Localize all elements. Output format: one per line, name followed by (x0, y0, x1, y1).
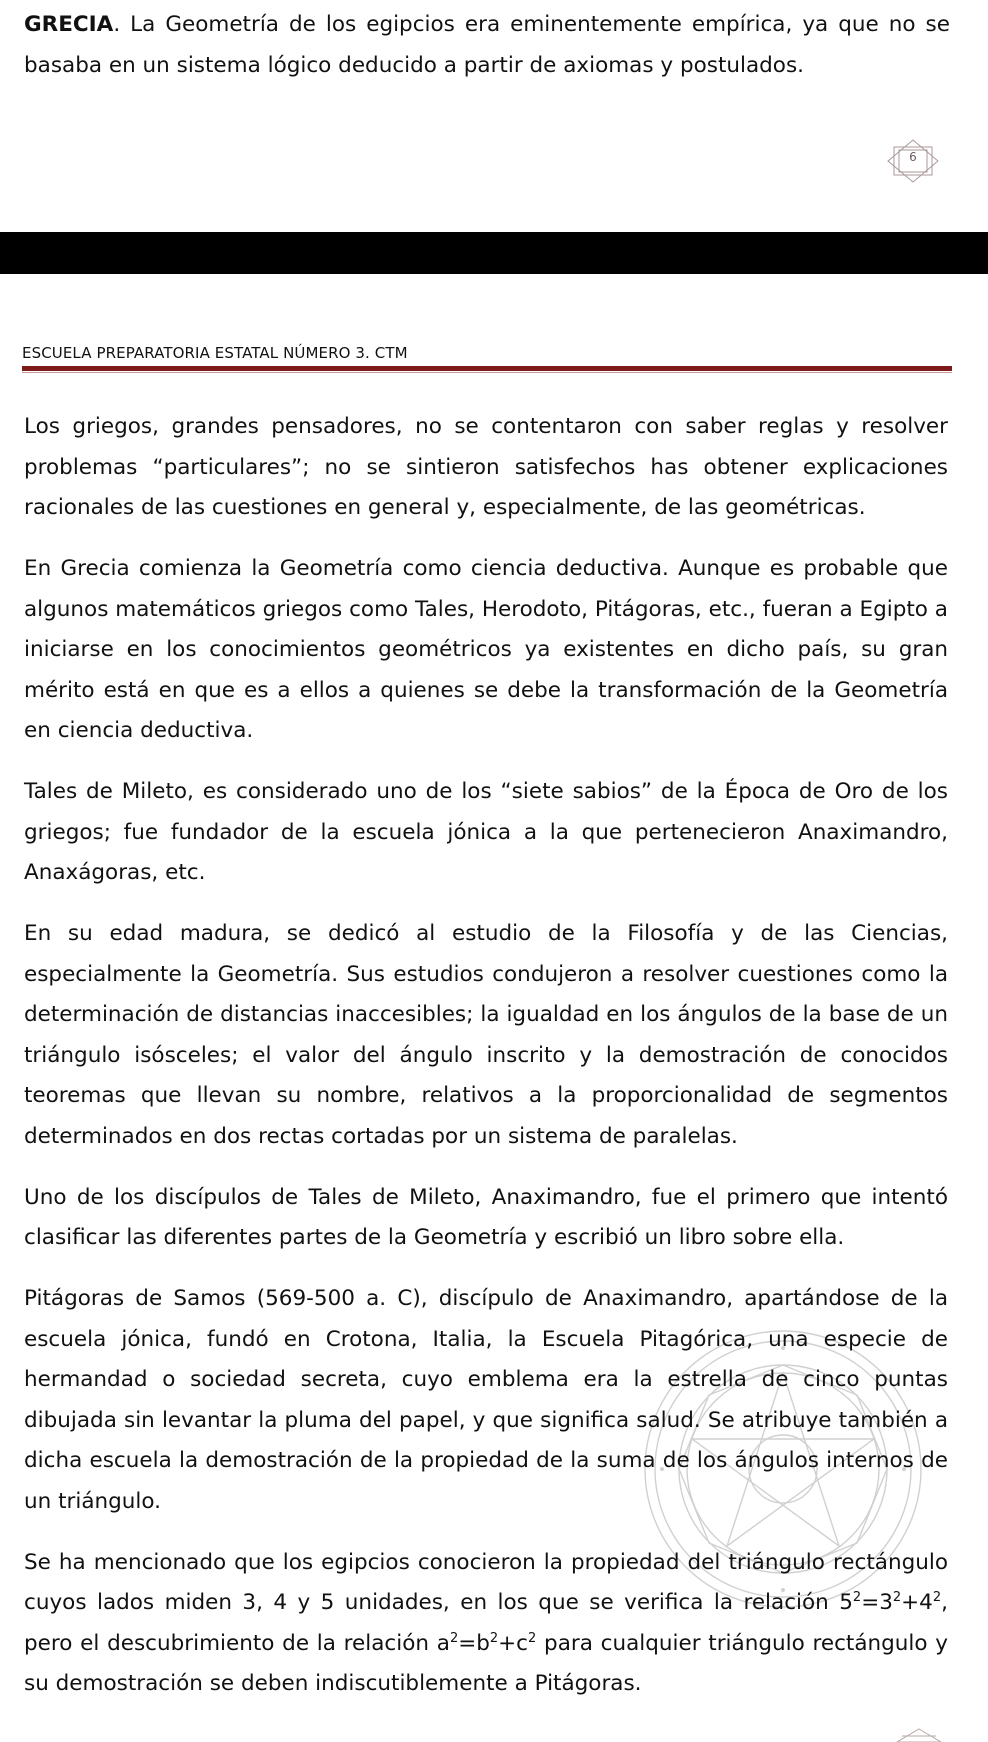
grecia-heading: GRECIA (24, 12, 114, 37)
paragraph-2: En Grecia comienza la Geometría como ciencia deductiva. Aunque es probable que algunos matemáticos griegos como Tales, Herodoto, Pitágoras, etc., fueran a Egipto a iniciarse en los conocimientos geométricos ya existentes en dicho país, su gran mérito está en que es a ellos a quienes se debe la transformación de la Geometría en ciencia deductiva. (24, 556, 948, 743)
paragraph-7 (24, 1543, 948, 1705)
equation-pythagoras: $a^2=b^2+c^2$ (436, 1630, 537, 1656)
paragraph-1: Los griegos, grandes pensadores, no se contentaron con saber reglas y resolver problemas “particulares”; no se sintieron satisfechos has obtener explicaciones racionales de las cuestiones en general y, especialmente, de las geométricas. (24, 414, 948, 520)
equation-3-4-5: $5^2=3^2+4^2$ (839, 1589, 942, 1615)
page-number: 6 (909, 150, 917, 164)
article-body (24, 407, 948, 1725)
header-rule-thin (22, 372, 952, 373)
header-rule (22, 366, 952, 371)
paragraph-4: En su edad madura, se dedicó al estudio de la Filosofía y de las Ciencias, especialmente la Geometría. Sus estudios condujeron a resolver cuestiones como la determinación de distancias inaccesibles; la igualdad en los ángulos de la base de un triángulo isósceles; el valor del ángulo inscrito y la demostración de conocidos teoremas que llevan su nombre, relativos a la proporcionalidad de segmentos determinados en dos rectas cortadas por un sistema de paralelas. (24, 921, 948, 1149)
paragraph-5: Uno de los discípulos de Tales de Mileto, Anaximandro, fue el primero que intentó clasificar las diferentes partes de la Geometría y escribió un libro sobre ella. (24, 1184, 948, 1250)
previous-page-paragraph (24, 4, 950, 86)
paragraph-7-part-2: , pero el descubrimiento de la relación (24, 1590, 948, 1656)
page-separator-band (0, 232, 988, 274)
previous-page-text: . La Geometría de los egipcios era eminentemente empírica, ya que no se basaba en un sistema lógico deducido a partir de axiomas y postulados. (24, 12, 950, 78)
page-header (22, 344, 952, 373)
page-number-badge (886, 138, 940, 184)
next-page-number-frame-icon (896, 1728, 942, 1742)
paragraph-7-part-3: para cualquier triángulo rectángulo y su demostración se deben indiscutiblemente a Pitágoras. (24, 1630, 948, 1696)
school-name: ESCUELA PREPARATORIA ESTATAL NÚMERO 3. CTM (22, 344, 408, 362)
paragraph-3: Tales de Mileto, es considerado uno de los “siete sabios” de la Época de Oro de los griegos; fue fundador de la escuela jónica a la que pertenecieron Anaximandro, Anaxágoras, etc. (24, 779, 948, 885)
paragraph-6: Pitágoras de Samos (569-500 a. C), discípulo de Anaximandro, apartándose de la escuela jónica, fundó en Crotona, Italia, la Escuela Pitagórica, una especie de hermandad o sociedad secreta, cuyo emblema era la estrella de cinco puntas dibujada sin levantar la pluma del papel, y que significa salud. Se atribuye también a dicha escuela la demostración de la propiedad de la suma de los ángulos internos de un triángulo. (24, 1286, 948, 1514)
paragraph-7-part-1: Se ha mencionado que los egipcios conocieron la propiedad del triángulo rectángulo cuyos lados miden 3, 4 y 5 unidades, en los que se verifica la relación (24, 1549, 948, 1615)
